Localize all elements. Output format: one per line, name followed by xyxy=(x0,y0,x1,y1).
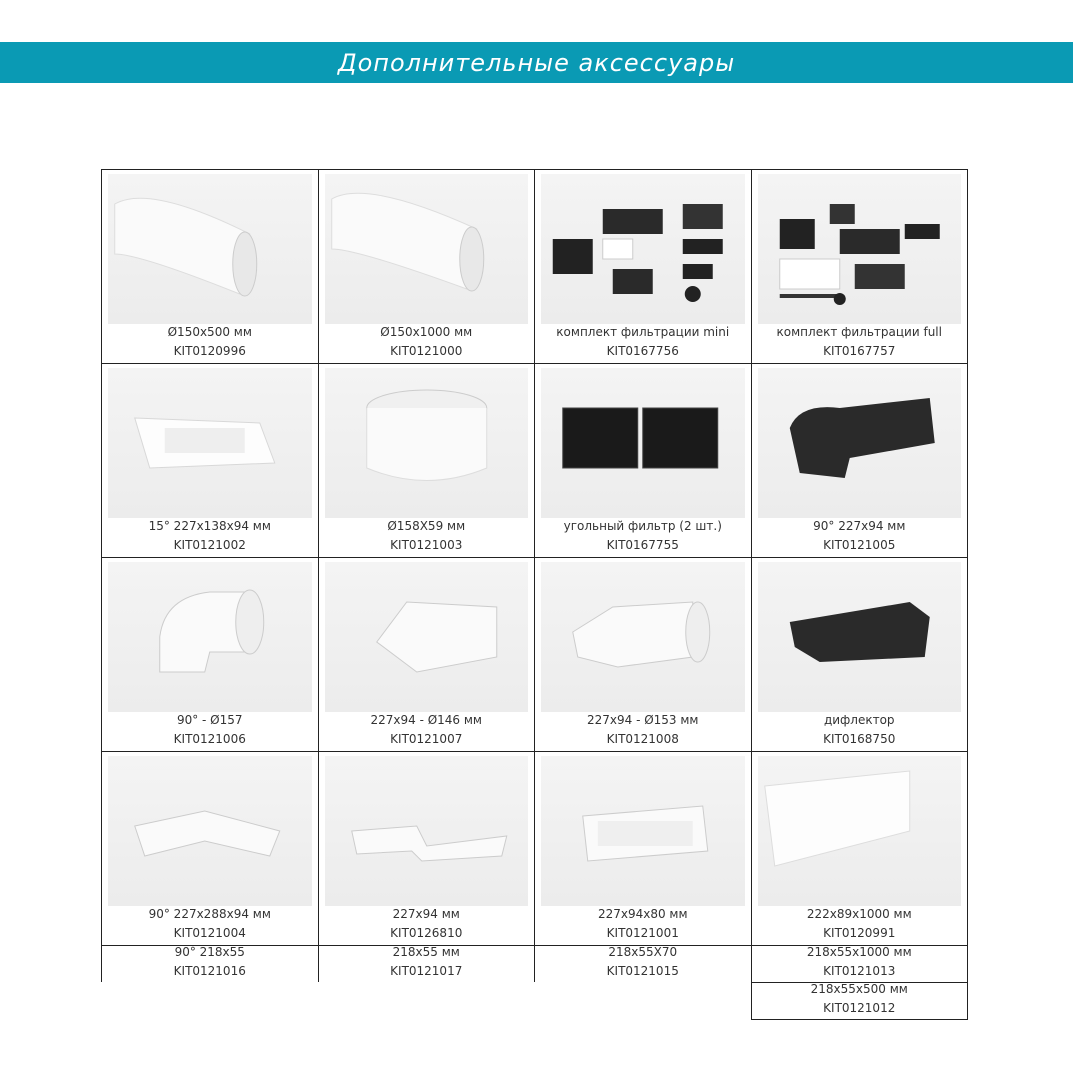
table-row xyxy=(101,169,984,363)
product-cell xyxy=(534,945,752,983)
filter-kit-image xyxy=(541,174,745,324)
product-code: KIT0167756 xyxy=(606,344,679,358)
product-code: KIT0121017 xyxy=(390,964,463,978)
duct-pipe-image xyxy=(108,174,312,324)
product-name: 222x89x1000 мм xyxy=(806,907,912,921)
product-code: KIT0121015 xyxy=(606,964,679,978)
flat-elbow-15-image xyxy=(108,368,312,518)
product-name: 90° 227x288x94 мм xyxy=(148,907,271,921)
table-row xyxy=(101,945,984,982)
product-code: KIT0121008 xyxy=(606,732,679,746)
product-code: KIT0126810 xyxy=(390,926,463,940)
table-row xyxy=(101,363,984,557)
product-name: комплект фильтрации full xyxy=(776,325,942,339)
product-cell xyxy=(318,945,536,983)
product-cell xyxy=(534,169,752,364)
product-code: KIT0121002 xyxy=(173,538,246,552)
flat-duct-image xyxy=(758,756,962,906)
product-code: KIT0121005 xyxy=(823,538,896,552)
product-name: 90° 227x94 мм xyxy=(813,519,906,533)
adapter-image xyxy=(325,562,529,712)
table-row xyxy=(101,557,984,751)
header-banner xyxy=(0,42,1073,83)
product-code: KIT0120996 xyxy=(173,344,246,358)
product-cell xyxy=(534,751,752,946)
product-name: 218x55x500 мм xyxy=(810,982,908,996)
product-code: KIT0121012 xyxy=(823,1001,896,1015)
table-row xyxy=(101,751,984,945)
product-code: KIT0167755 xyxy=(606,538,679,552)
product-name: 227x94x80 мм xyxy=(597,907,688,921)
black-elbow-image xyxy=(758,368,962,518)
product-cell xyxy=(751,982,969,1020)
empty-cell xyxy=(101,982,319,1020)
product-name: дифлектор xyxy=(823,713,895,727)
product-code: KIT0168750 xyxy=(823,732,896,746)
accessories-table xyxy=(101,169,984,1019)
page-title: Дополнительные аксессуары xyxy=(337,48,736,77)
product-code: KIT0167757 xyxy=(823,344,896,358)
product-name: угольный фильтр (2 шт.) xyxy=(563,519,722,533)
product-name: 227x94 - Ø153 мм xyxy=(586,713,699,727)
product-name: Ø150x1000 мм xyxy=(380,325,473,339)
product-cell xyxy=(318,557,536,752)
product-code: KIT0121001 xyxy=(606,926,679,940)
product-code: KIT0121006 xyxy=(173,732,246,746)
product-name: 218x55X70 xyxy=(608,945,678,959)
product-cell xyxy=(318,169,536,364)
adapter-image xyxy=(541,562,745,712)
product-cell xyxy=(751,751,969,946)
duct-pipe-image xyxy=(325,174,529,324)
product-cell xyxy=(101,169,319,364)
round-elbow-image xyxy=(108,562,312,712)
product-cell xyxy=(101,751,319,946)
round-collar-image xyxy=(325,368,529,518)
product-code: KIT0121016 xyxy=(173,964,246,978)
product-code: KIT0121007 xyxy=(390,732,463,746)
empty-cell xyxy=(318,982,536,1020)
product-cell xyxy=(534,557,752,752)
product-name: Ø158X59 мм xyxy=(387,519,466,533)
product-cell xyxy=(751,557,969,752)
product-cell xyxy=(534,363,752,558)
flat-bend-image xyxy=(108,756,312,906)
product-cell xyxy=(751,945,969,983)
product-cell xyxy=(101,945,319,983)
product-name: Ø150x500 мм xyxy=(167,325,252,339)
product-code: KIT0121004 xyxy=(173,926,246,940)
product-cell xyxy=(751,363,969,558)
product-name: 90° 218x55 xyxy=(174,945,245,959)
product-name: 218x55x1000 мм xyxy=(806,945,912,959)
connector-image xyxy=(325,756,529,906)
product-name: 227x94 - Ø146 мм xyxy=(370,713,482,727)
product-code: KIT0121000 xyxy=(390,344,463,358)
product-cell xyxy=(318,751,536,946)
product-code: KIT0120991 xyxy=(823,926,896,940)
carbon-filter-image xyxy=(541,368,745,518)
product-name: комплект фильтрации mini xyxy=(556,325,730,339)
deflector-image xyxy=(758,562,962,712)
product-name: 218x55 мм xyxy=(392,945,460,959)
flat-sleeve-image xyxy=(541,756,745,906)
table-row xyxy=(101,982,984,1019)
product-name: 227x94 мм xyxy=(392,907,460,921)
product-code: KIT0121013 xyxy=(823,964,896,978)
product-cell xyxy=(101,363,319,558)
product-code: KIT0121003 xyxy=(390,538,463,552)
product-cell xyxy=(101,557,319,752)
empty-cell xyxy=(534,982,752,1020)
product-cell xyxy=(751,169,969,364)
product-name: 90° - Ø157 xyxy=(176,713,243,727)
filter-kit-image xyxy=(758,174,962,324)
product-cell xyxy=(318,363,536,558)
product-name: 15° 227x138x94 мм xyxy=(148,519,271,533)
